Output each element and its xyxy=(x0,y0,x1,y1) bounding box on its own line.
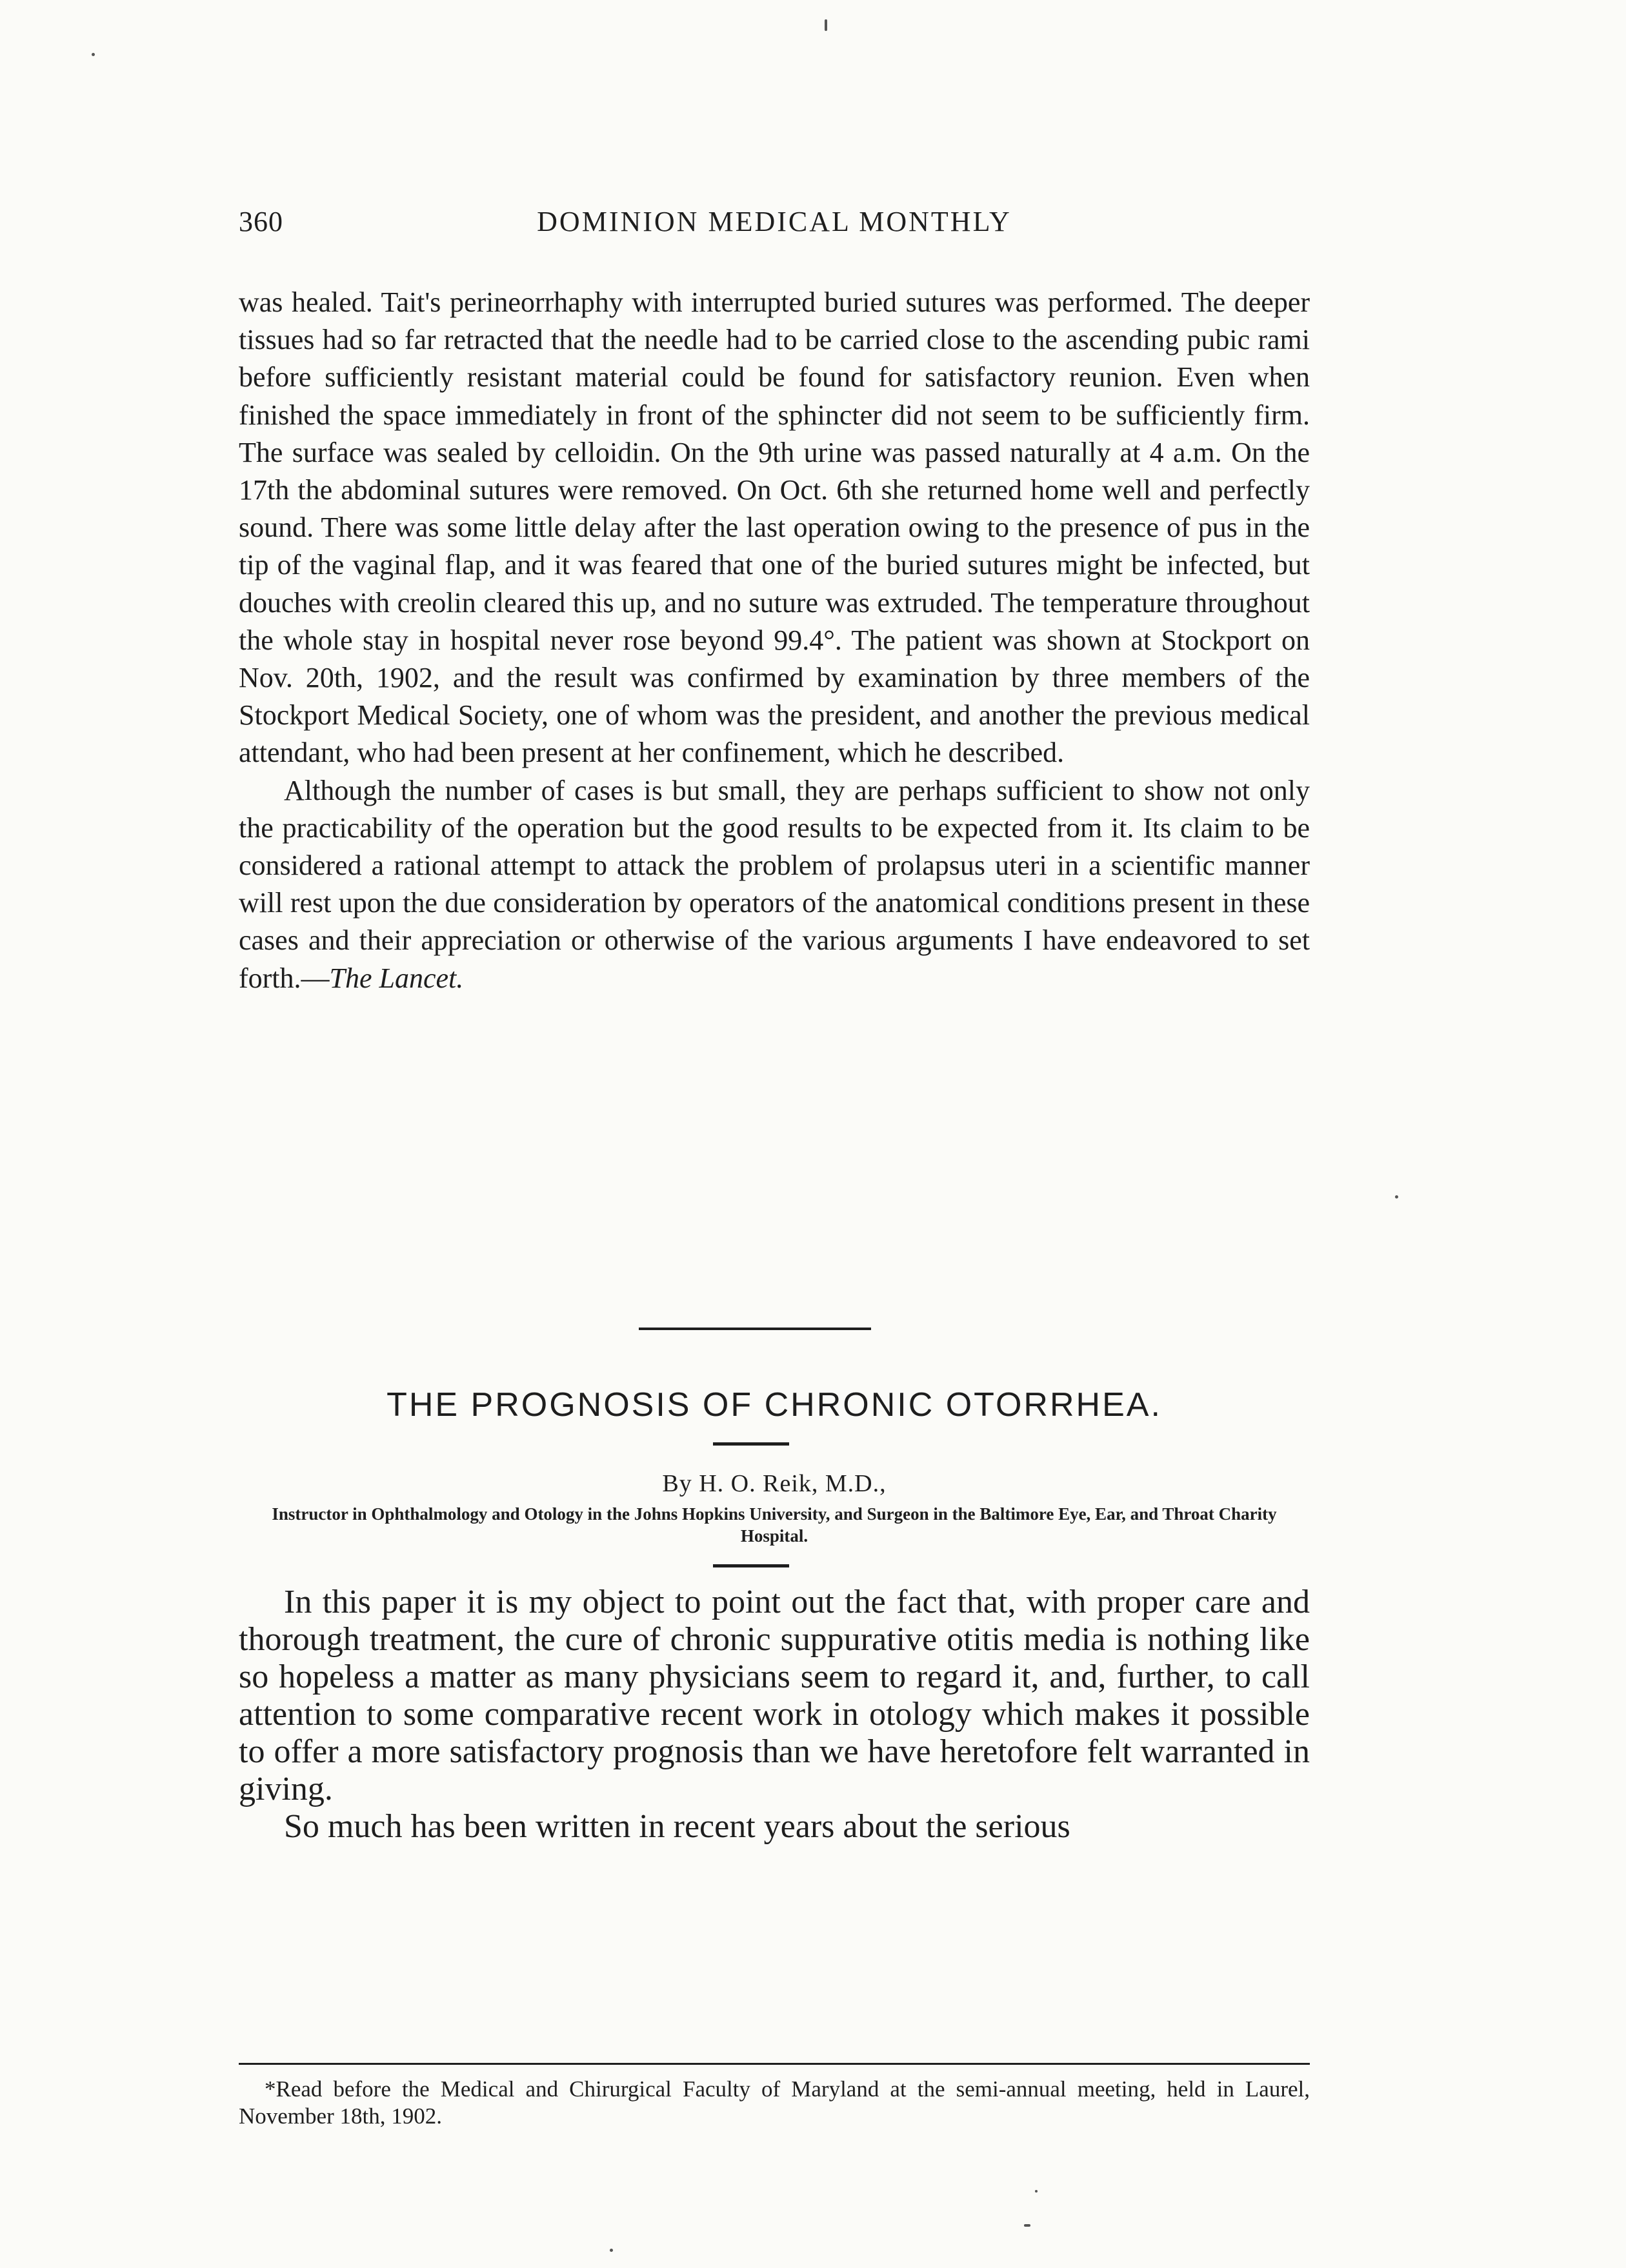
scan-speck xyxy=(1395,1195,1398,1199)
article-title: THE PROGNOSIS OF CHRONIC OTORRHEA. xyxy=(386,1386,1162,1424)
section-divider xyxy=(639,1328,871,1330)
scan-speck xyxy=(825,19,827,31)
body-paragraph-text: Although the number of cases is but small, they are perhaps sufficient to show not only the practicability of the operation but the good results to be expected from it. Its claim to be considered a rational attempt to attack the problem of prolapsus uteri in a scientific manner will rest upon the due consideration by operators of the anatomical conditions present in these cases and their appreciation or otherwise of the various arguments I have endeavored to set forth.— xyxy=(239,774,1310,994)
scan-speck xyxy=(92,53,95,56)
title-divider xyxy=(713,1442,789,1446)
scan-speck xyxy=(1024,2224,1030,2227)
footnote-rule xyxy=(239,2063,1310,2065)
byline-divider xyxy=(713,1564,789,1567)
journal-title: DOMINION MEDICAL MONTHLY xyxy=(537,206,1012,237)
scan-speck xyxy=(1035,2190,1038,2193)
author-byline: By H. O. Reik, M.D., xyxy=(662,1470,887,1497)
footnote xyxy=(239,2076,1310,2130)
footnote-text: *Read before the Medical and Chirurgical Faculty of Maryland at the semi-annual meeting, held in Laurel, November 18th, 1902. xyxy=(239,2076,1310,2129)
page-number: 360 xyxy=(239,206,283,237)
continued-article xyxy=(239,284,1310,997)
scan-speck xyxy=(610,2249,613,2252)
source-citation: The Lancet. xyxy=(329,962,464,994)
body-paragraph xyxy=(239,772,1310,997)
body-paragraph: In this paper it is my object to point out the fact that, with proper care and thorough treatment, the cure of chronic suppurative otitis media is nothing like so hopeless a matter as many physicians seem to regard it, and, further, to call attention to some comparative recent work in otology which makes it possible to offer a more satisfactory prognosis than we have heretofore felt warranted in giving. xyxy=(239,1584,1310,1807)
body-paragraph: So much has been written in recent years about the serious xyxy=(284,1808,1070,1845)
body-paragraph: was healed. Tait's perineorrhaphy with interrupted buried sutures was performed. The deeper tissues had so far retracted that the needle had to be carried close to the ascending pubic rami before sufficiently resistant material could be found for satisfactory reunion. Even when finished the space immediately in front of the sphincter did not seem to be sufficiently firm. The surface was sealed by celloidin. On the 9th urine was passed naturally at 4 a.m. On the 17th the abdominal sutures were removed. On Oct. 6th she returned home well and perfectly sound. There was some little delay after the last operation owing to the presence of pus in the tip of the vaginal flap, and it was feared that one of the buried sutures might be infected, but douches with creolin cleared this up, and no suture was extruded. The temperature throughout the whole stay in hospital never rose beyond 99.4°. The patient was shown at Stockport on Nov. 20th, 1902, and the result was confirmed by examination by three members of the Stockport Medical Society, one of whom was the president, and another the previous medical attendant, who had been present at her confinement, which he described. xyxy=(239,286,1310,769)
author-affiliation: Instructor in Ophthalmology and Otology in the Johns Hopkins University, and Surgeon in the Baltimore Eye, Ear, and Throat Charity Hospital. xyxy=(272,1504,1277,1546)
article-body xyxy=(239,1584,1310,1845)
running-head xyxy=(239,205,1310,244)
